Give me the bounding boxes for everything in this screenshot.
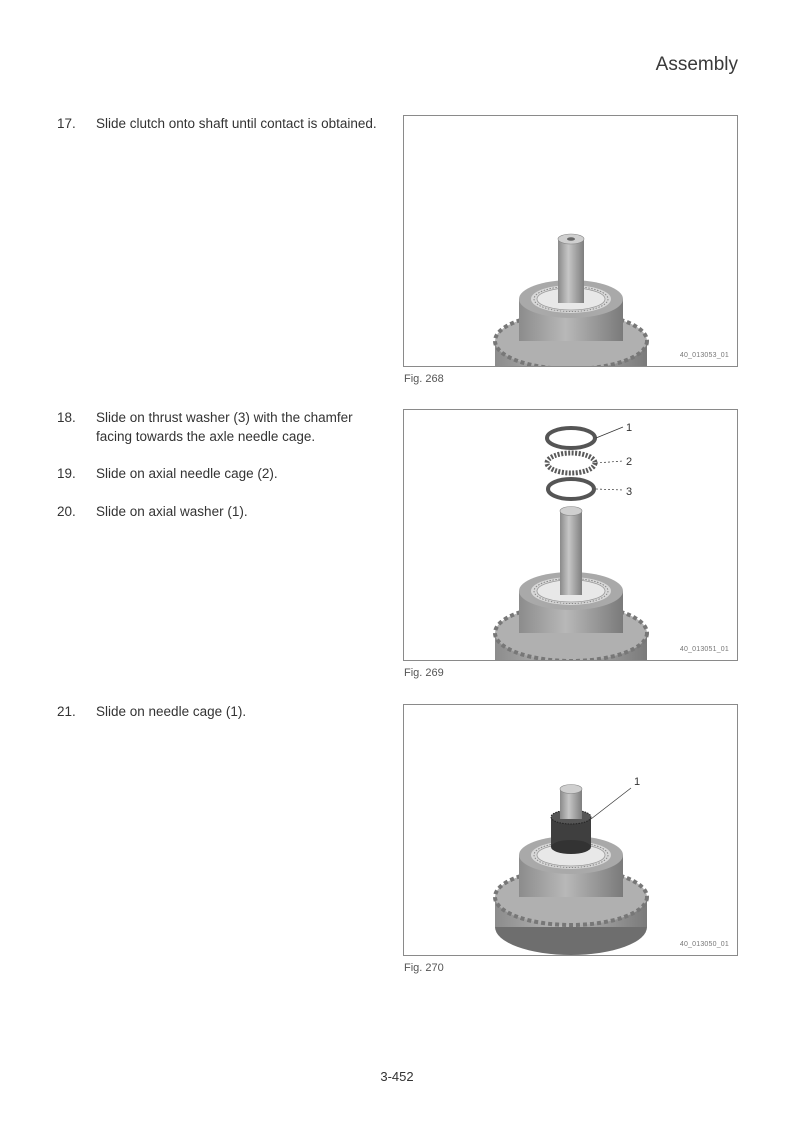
step-number: 19. [57, 466, 76, 481]
instruction-step [57, 502, 387, 521]
figure-caption: Fig. 268 [404, 373, 444, 385]
page-number: 3-452 [380, 1069, 414, 1084]
figure-caption: Fig. 269 [404, 667, 444, 679]
step-text: Slide clutch onto shaft until contact is obtained. [96, 116, 377, 131]
figure-id: 40_013050_01 [679, 941, 729, 948]
clutch-on-shaft-illustration [404, 116, 737, 366]
instruction-step [57, 702, 387, 721]
callout-2: 2 [626, 456, 633, 468]
figure-268 [403, 115, 738, 367]
callout-3: 3 [626, 486, 633, 498]
figure-caption: Fig. 270 [404, 962, 444, 974]
figure-id: 40_013051_01 [679, 646, 729, 653]
instruction-step [57, 464, 387, 483]
figure-269 [403, 409, 738, 661]
instruction-step [57, 114, 387, 133]
step-text: Slide on needle cage (1). [96, 704, 247, 719]
instruction-step [57, 408, 387, 446]
callout-1: 1 [634, 776, 641, 788]
figure-270 [403, 704, 738, 956]
callout-1: 1 [626, 422, 633, 434]
step-number: 17. [57, 116, 76, 131]
section-title: Assembly [655, 54, 738, 75]
step-number: 20. [57, 504, 76, 519]
thrust-washer-stack-illustration [404, 410, 737, 660]
needle-cage-illustration [404, 705, 737, 955]
step-text: Slide on thrust washer (3) with the chamfer facing towards the axle needle cage. [96, 410, 353, 444]
step-number: 18. [57, 410, 76, 425]
step-number: 21. [57, 704, 76, 719]
step-text: Slide on axial needle cage (2). [96, 466, 278, 481]
figure-id: 40_013053_01 [679, 352, 729, 359]
step-text: Slide on axial washer (1). [96, 504, 248, 519]
